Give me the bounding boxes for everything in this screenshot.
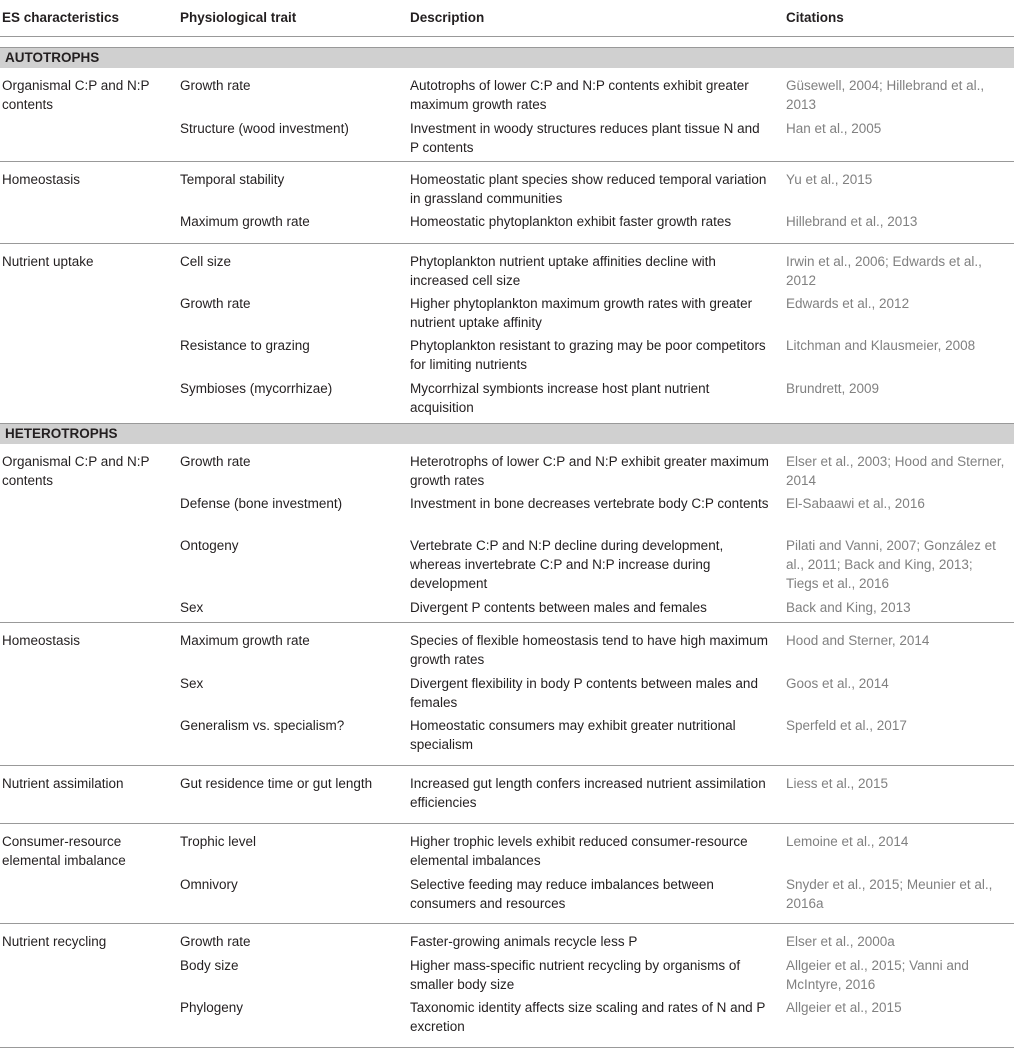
description-cell: Divergent P contents between males and females [410, 600, 707, 615]
es-characteristic: Consumer-resource elemental imbalance [2, 834, 126, 868]
group-divider [0, 622, 1014, 623]
citations-cell: Hillebrand et al., 2013 [786, 214, 918, 229]
group-divider [0, 161, 1014, 162]
es-characteristic: Nutrient recycling [2, 934, 107, 949]
citations-cell: Han et al., 2005 [786, 121, 882, 136]
es-characteristic: Organismal C:P and N:P contents [2, 454, 150, 488]
citations-cell: Snyder et al., 2015; Meunier et al., 2016a [786, 877, 993, 911]
description-cell: Autotrophs of lower C:P and N:P contents exhibit greater maximum growth rates [410, 78, 749, 112]
physiological-trait-cell: Generalism vs. specialism? [180, 718, 345, 733]
physiological-trait-cell: Symbioses (mycorrhizae) [180, 381, 333, 396]
description-cell: Increased gut length confers increased nutrient assimilation efficiencies [410, 776, 766, 810]
physiological-trait-cell: Maximum growth rate [180, 214, 310, 229]
description-cell: Homeostatic phytoplankton exhibit faster growth rates [410, 214, 732, 229]
physiological-trait-cell: Ontogeny [180, 538, 239, 553]
physiological-trait-cell: Maximum growth rate [180, 633, 310, 648]
description-cell: Higher trophic levels exhibit reduced consumer-resource elemental imbalances [410, 834, 748, 868]
description-cell: Divergent flexibility in body P contents between males and females [410, 676, 758, 710]
physiological-trait-cell: Sex [180, 600, 204, 615]
description-cell: Heterotrophs of lower C:P and N:P exhibit greater maximum growth rates [410, 454, 769, 488]
es-characteristic: Homeostasis [2, 172, 81, 187]
citations-cell: Back and King, 2013 [786, 600, 911, 615]
description-cell: Investment in woody structures reduces plant tissue N and P contents [410, 121, 760, 155]
physiological-trait-cell: Resistance to grazing [180, 338, 310, 353]
es-characteristic: Nutrient assimilation [2, 776, 124, 791]
description-cell: Species of flexible homeostasis tend to have high maximum growth rates [410, 633, 768, 667]
citations-cell: Güsewell, 2004; Hillebrand et al., 2013 [786, 78, 985, 112]
header-rule [0, 36, 1014, 37]
physiological-trait-cell: Sex [180, 676, 204, 691]
description-cell: Phytoplankton resistant to grazing may be poor competitors for limiting nutrients [410, 338, 766, 372]
citations-cell: Irwin et al., 2006; Edwards et al., 2012 [786, 254, 982, 288]
citations-cell: Elser et al., 2000a [786, 934, 895, 949]
description-cell: Higher phytoplankton maximum growth rates with greater nutrient uptake affinity [410, 296, 753, 330]
physiological-trait-cell: Growth rate [180, 78, 251, 93]
header-es-characteristics: ES characteristics [2, 10, 120, 25]
citations-cell: Sperfeld et al., 2017 [786, 718, 907, 733]
citations-cell: Litchman and Klausmeier, 2008 [786, 338, 976, 353]
section-autotrophs [0, 48, 1014, 68]
group-divider [0, 1047, 1014, 1048]
header-citations: Citations [786, 10, 844, 25]
citations-cell: Elser et al., 2003; Hood and Sterner, 2014 [786, 454, 1005, 488]
section-heterotrophs [0, 424, 1014, 444]
group-divider [0, 765, 1014, 766]
group-divider [0, 823, 1014, 824]
table-header [0, 0, 1014, 36]
physiological-trait-cell: Growth rate [180, 454, 251, 469]
citations-cell: Brundrett, 2009 [786, 381, 880, 396]
description-cell: Taxonomic identity affects size scaling and rates of N and P excretion [410, 1000, 766, 1034]
description-cell: Investment in bone decreases vertebrate body C:P contents [410, 496, 769, 511]
physiological-trait-cell: Phylogeny [180, 1000, 244, 1015]
physiological-trait-cell: Omnivory [180, 877, 238, 892]
citations-cell: Hood and Sterner, 2014 [786, 633, 930, 648]
es-characteristic: Organismal C:P and N:P contents [2, 78, 150, 112]
citations-cell: Edwards et al., 2012 [786, 296, 910, 311]
description-cell: Higher mass-specific nutrient recycling by organisms of smaller body size [410, 958, 741, 992]
group-divider [0, 923, 1014, 924]
citations-cell: Allgeier et al., 2015 [786, 1000, 902, 1015]
citations-cell: Goos et al., 2014 [786, 676, 889, 691]
group-divider [0, 243, 1014, 244]
physiological-trait-cell: Defense (bone investment) [180, 496, 343, 511]
physiological-trait-cell: Gut residence time or gut length [180, 776, 373, 791]
physiological-trait-cell: Structure (wood investment) [180, 121, 349, 136]
description-cell: Homeostatic consumers may exhibit greater nutritional specialism [410, 718, 736, 752]
description-cell: Selective feeding may reduce imbalances between consumers and resources [410, 877, 714, 911]
citations-cell: Liess et al., 2015 [786, 776, 889, 791]
group-divider [0, 423, 1014, 424]
section-title: AUTOTROPHS [5, 50, 100, 65]
header-description: Description [410, 10, 485, 25]
section-title: HETEROTROPHS [5, 426, 118, 441]
description-cell: Vertebrate C:P and N:P decline during development, whereas invertebrate C:P and N:P increase during development [410, 538, 724, 591]
citations-cell: Yu et al., 2015 [786, 172, 873, 187]
citations-cell: Allgeier et al., 2015; Vanni and McIntyre, 2016 [786, 958, 969, 992]
physiological-trait-cell: Growth rate [180, 296, 251, 311]
citations-cell: El-Sabaawi et al., 2016 [786, 496, 925, 511]
header-physiological-trait: Physiological trait [180, 10, 297, 25]
physiological-trait-cell: Cell size [180, 254, 232, 269]
description-cell: Faster-growing animals recycle less P [410, 934, 638, 949]
physiological-trait-cell: Body size [180, 958, 239, 973]
description-cell: Phytoplankton nutrient uptake affinities decline with increased cell size [410, 254, 716, 288]
description-cell: Homeostatic plant species show reduced temporal variation in grassland communities [410, 172, 767, 206]
es-characteristic: Homeostasis [2, 633, 81, 648]
es-characteristic: Nutrient uptake [2, 254, 94, 269]
physiological-trait-cell: Trophic level [180, 834, 257, 849]
citations-cell: Lemoine et al., 2014 [786, 834, 909, 849]
citations-cell: Pilati and Vanni, 2007; González et al., 2011; Back and King, 2013; Tiegs et al., 2016 [786, 538, 996, 591]
physiological-trait-cell: Growth rate [180, 934, 251, 949]
physiological-trait-cell: Temporal stability [180, 172, 285, 187]
description-cell: Mycorrhizal symbionts increase host plant nutrient acquisition [410, 381, 710, 415]
